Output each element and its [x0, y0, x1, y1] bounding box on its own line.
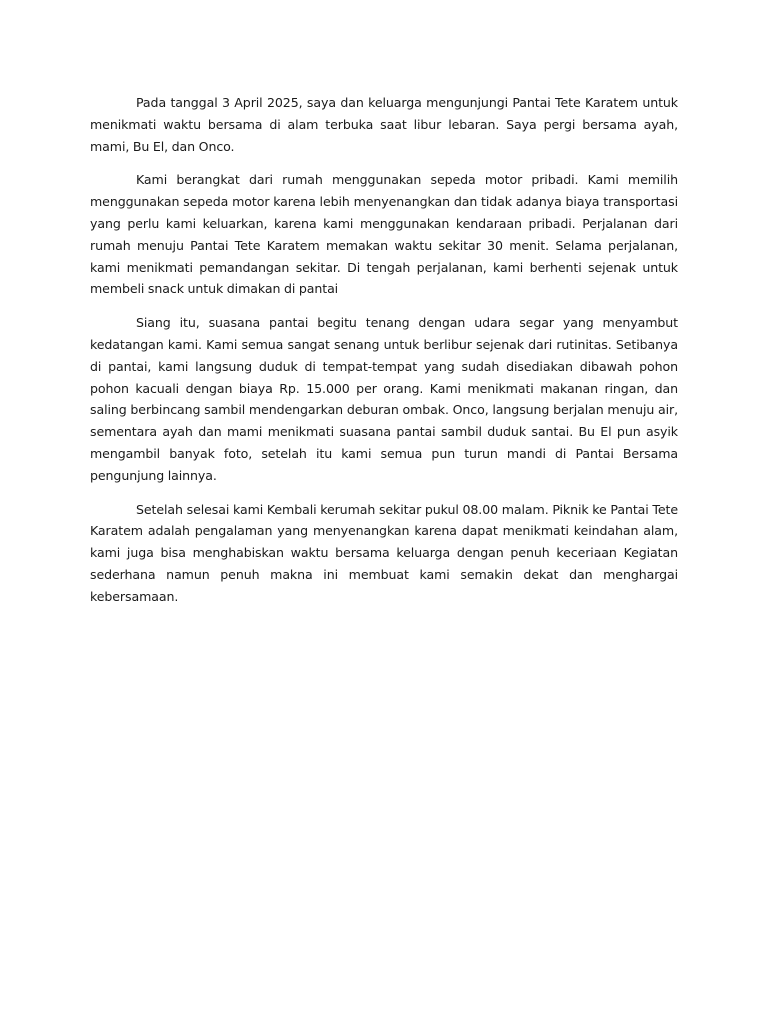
paragraph-1: Pada tanggal 3 April 2025, saya dan keluarga mengunjungi Pantai Tete Karatem untuk menikmati waktu bersama di alam terbuka saat libur lebaran. Saya pergi bersama ayah, mami, Bu El, dan Onco. [90, 95, 678, 154]
paragraph-4: Setelah selesai kami Kembali kerumah sekitar pukul 08.00 malam. Piknik ke Pantai Tete Karatem adalah pengalaman yang menyenangkan karena dapat menikmati keindahan alam, kami juga bisa menghabiskan waktu bersama keluarga dengan penuh keceriaan Kegiatan sederhana namun penuh makna ini membuat kami semakin dekat dan menghargai kebersamaan. [90, 501, 678, 604]
document-page [90, 92, 678, 620]
paragraph-2: Kami berangkat dari rumah menggunakan sepeda motor pribadi. Kami memilih menggunakan sepeda motor karena lebih menyenangkan dan tidak adanya biaya transportasi yang perlu kami keluarkan, karena kami menggunakan kendaraan pribadi. Perjalanan dari rumah menuju Pantai Tete Karatem memakan waktu sekitar 30 menit. Selama perjalanan, kami menikmati pemandangan sekitar. Di tengah perjalanan, kami berhenti sejenak untuk membeli snack untuk dimakan di pantai [90, 172, 678, 297]
paragraph-3: Siang itu, suasana pantai begitu tenang dengan udara segar yang menyambut kedatangan kami. Kami semua sangat senang untuk berlibur sejenak dari rutinitas. Setibanya di pantai, kami langsung duduk di tempat-tempat yang sudah disediakan dibawah pohon pohon kacuali dengan biaya Rp. 15.000 per orang. Kami menikmati makanan ringan, dan saling berbincang sambil mendengarkan deburan ombak. Onco, langsung berjalan menuju air, sementara ayah dan mami menikmati suasana pantai sambil duduk santai. Bu El pun asyik mengambil banyak foto, setelah itu kami semua pun turun mandi di Pantai Bersama pengunjung lainnya. [90, 315, 678, 483]
